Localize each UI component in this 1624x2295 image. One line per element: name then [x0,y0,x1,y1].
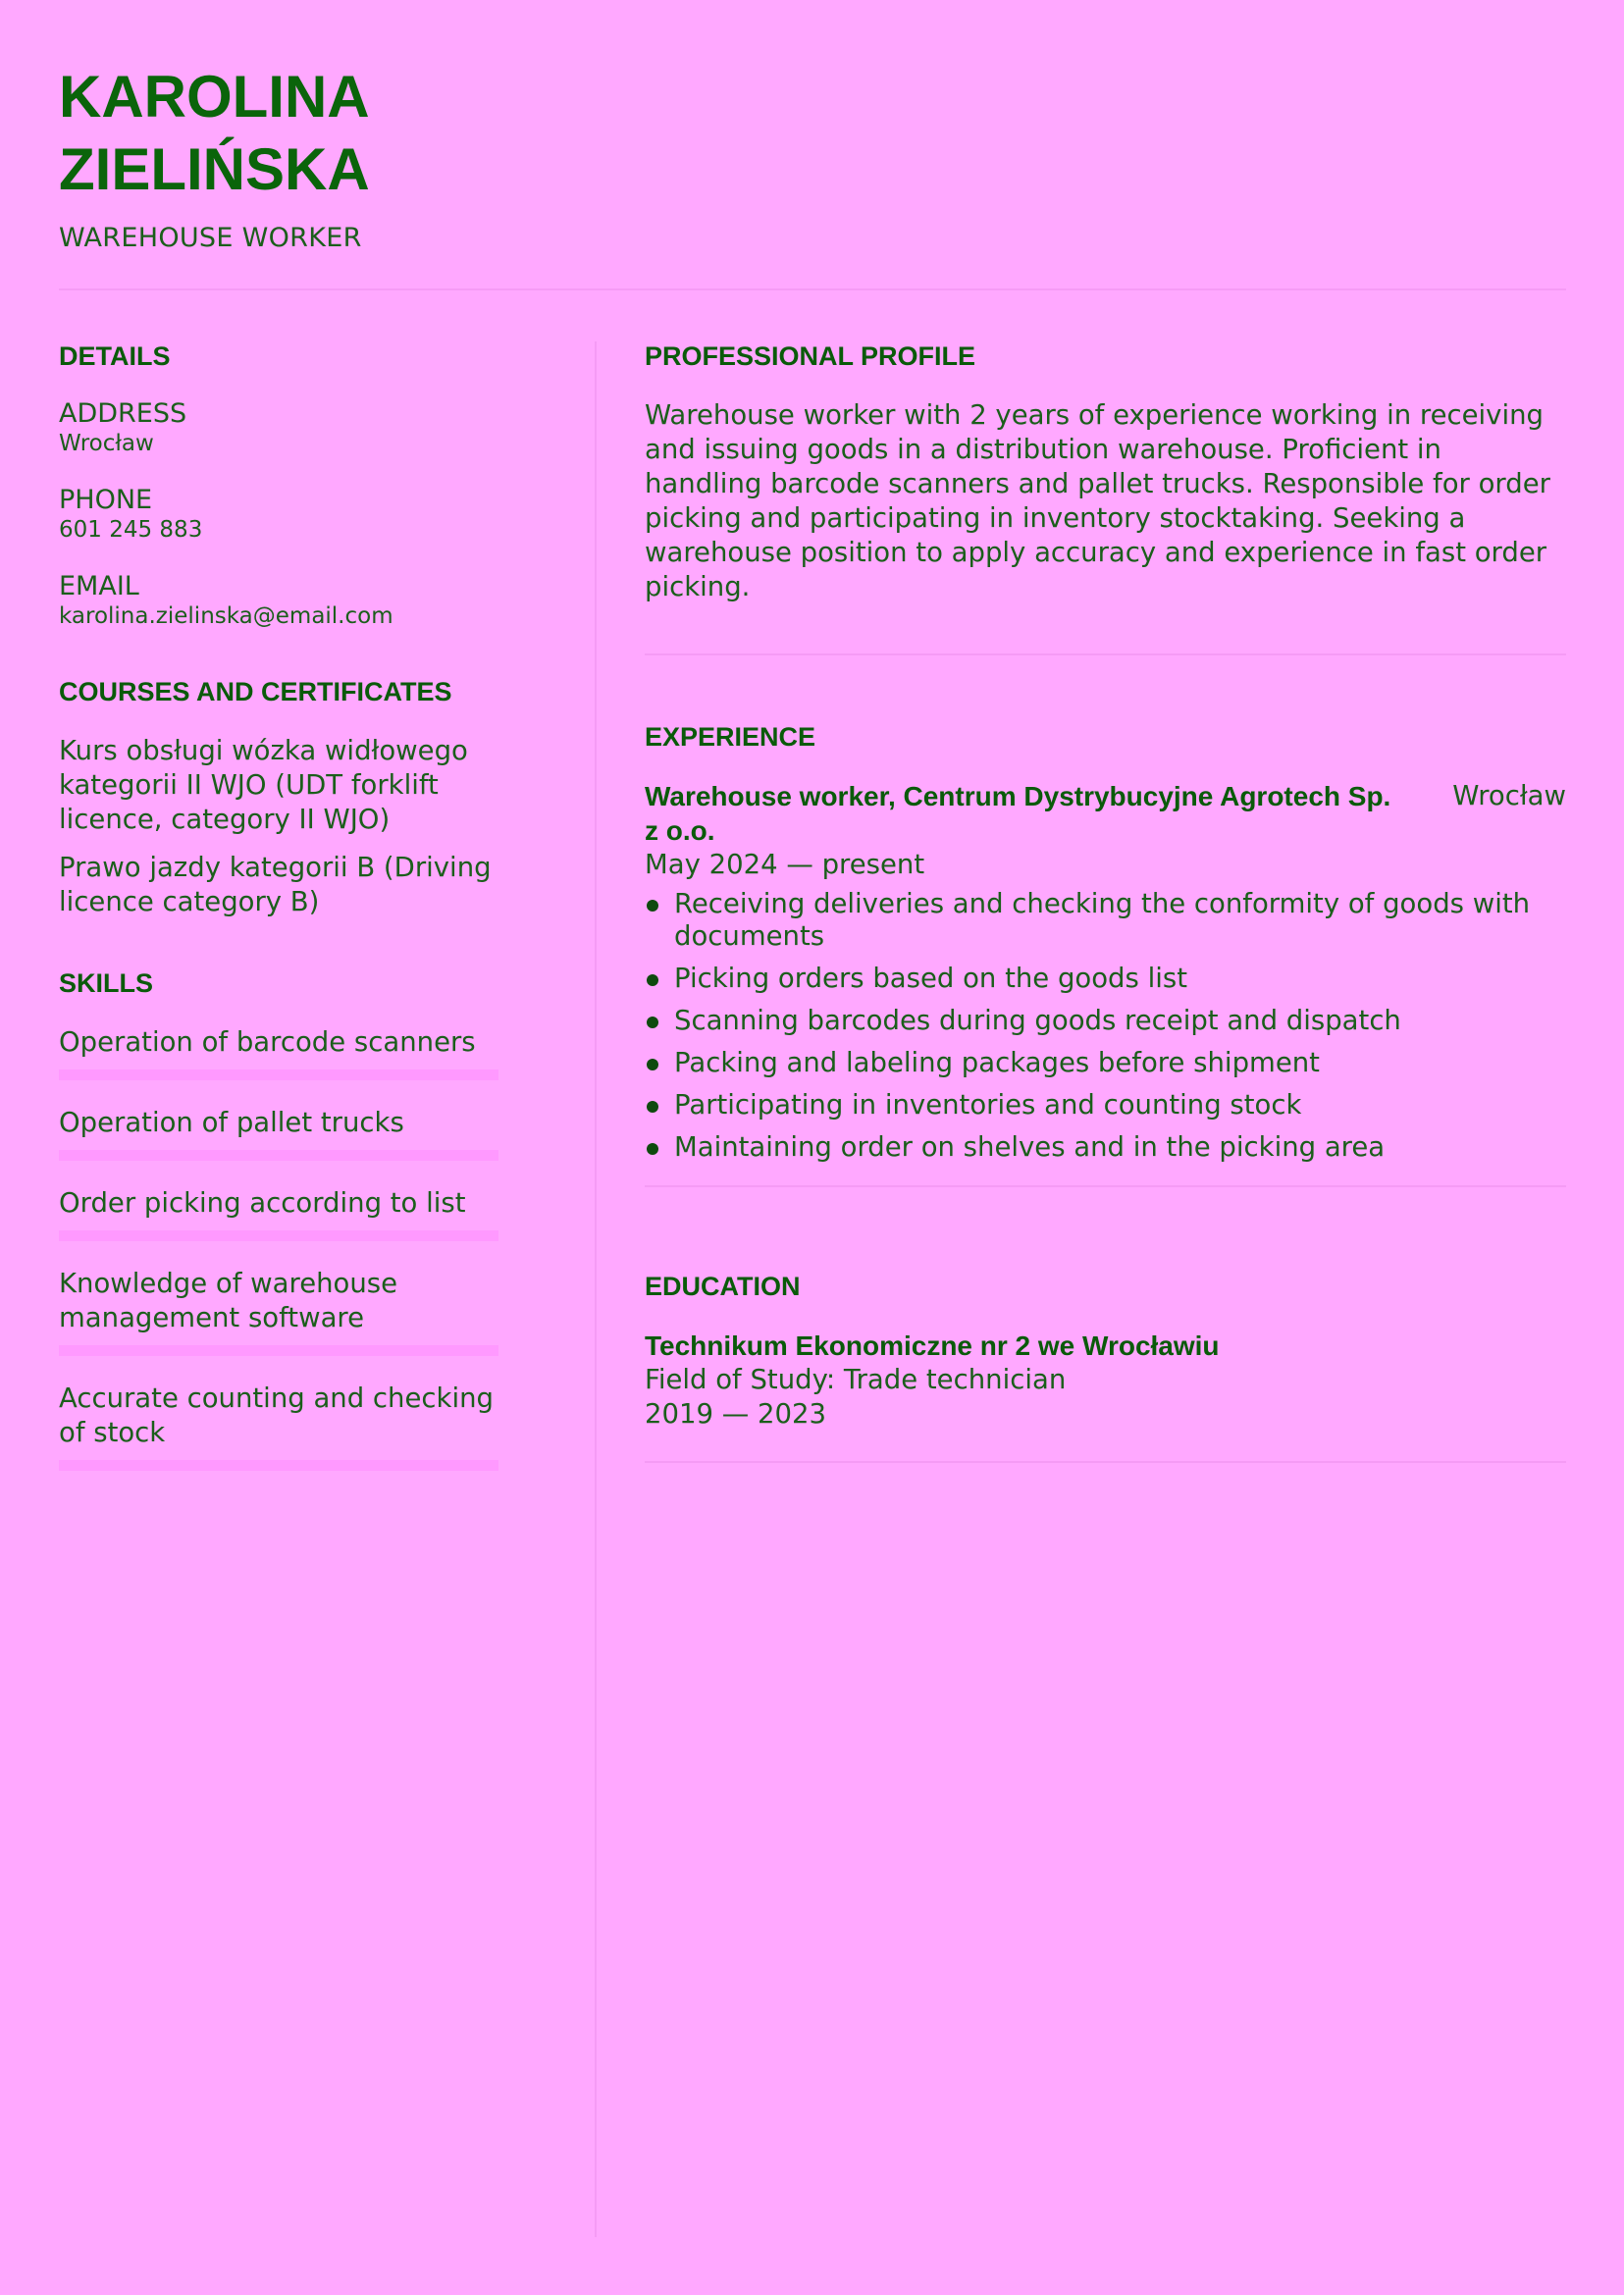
job-location: Wrocław [1452,780,1566,811]
section-divider [645,1185,1566,1187]
course-item: Kurs obsługi wózka widłowego kategorii II WJO (UDT forklift licence, category II WJO) [59,735,468,835]
phone-label: PHONE [59,485,153,515]
skill-label: Order picking according to list [59,1187,466,1219]
skill-item [59,1186,520,1241]
phone-value: 601 245 883 [59,517,203,543]
name-last: ZIELIŃSKA [59,136,370,202]
skills-heading: SKILLS [59,968,154,998]
address-block [59,398,520,457]
skill-bar [59,1069,498,1080]
address-value: Wrocław [59,431,154,456]
name-first: KAROLINA [59,64,370,130]
skill-label: Knowledge of warehouse management software [59,1268,398,1333]
job-entry [645,779,1566,1164]
education-heading: EDUCATION [645,1272,801,1301]
skill-label: Operation of pallet trucks [59,1107,404,1138]
education-section [645,1270,1566,1463]
job-dates: May 2024 — present [645,849,925,880]
skill-bar [59,1230,498,1241]
profile-section [645,339,1566,655]
column-divider [595,341,597,2237]
section-divider [645,653,1566,655]
course-item: Prawo jazdy kategorii B (Driving licence category B) [59,852,492,917]
job-duties [645,888,1566,1164]
email-label: EMAIL [59,571,139,601]
skill-label: Accurate counting and checking of stock [59,1382,494,1448]
details-heading: DETAILS [59,341,171,371]
duty-item: Participating in inventories and counting stock [645,1089,1566,1121]
header-divider [59,288,1566,290]
duty-item: Picking orders based on the goods list [645,963,1566,995]
courses-section [59,675,520,919]
courses-heading: COURSES AND CERTIFICATES [59,677,452,706]
email-block [59,571,520,630]
duty-item: Maintaining order on shelves and in the picking area [645,1131,1566,1164]
right-column [645,339,1566,1463]
skills-section [59,966,520,1471]
education-school: Technikum Ekonomiczne nr 2 we Wrocławiu [645,1330,1220,1361]
skill-bar [59,1460,498,1471]
left-column [59,339,520,1471]
skill-bar [59,1150,498,1161]
profile-heading: PROFESSIONAL PROFILE [645,341,976,371]
skill-item [59,1382,520,1471]
experience-section [645,720,1566,1187]
duty-item: Receiving deliveries and checking the conformity of goods with documents [645,888,1566,953]
candidate-name [59,61,370,206]
education-field: Field of Study: Trade technician [645,1364,1067,1395]
skill-label: Operation of barcode scanners [59,1026,476,1058]
duty-item: Packing and labeling packages before shipment [645,1047,1566,1079]
address-label: ADDRESS [59,398,187,429]
details-section [59,339,520,630]
profile-text: Warehouse worker with 2 years of experience working in receiving and issuing goods in a distribution warehouse. Proficient in handling barcode scanners and pallet trucks. Responsible for order picking and participating in inventory stocktaking. Seeking a warehouse position to apply accuracy and experience in fast order picking. [645,399,1550,602]
experience-heading: EXPERIENCE [645,722,816,752]
skill-item [59,1106,520,1161]
email-value: karolina.zielinska@email.com [59,603,393,629]
skill-item [59,1267,520,1356]
job-position: Warehouse worker, Centrum Dystrybucyjne Agrotech Sp. z o.o. [645,781,1391,846]
section-divider [645,1461,1566,1463]
skill-bar [59,1345,498,1356]
duty-item: Scanning barcodes during goods receipt and dispatch [645,1005,1566,1037]
job-header [645,779,1566,848]
phone-block [59,485,520,544]
skill-item [59,1025,520,1080]
education-dates: 2019 — 2023 [645,1398,826,1430]
job-title: WAREHOUSE WORKER [59,223,362,253]
resume-page [59,0,1566,2295]
